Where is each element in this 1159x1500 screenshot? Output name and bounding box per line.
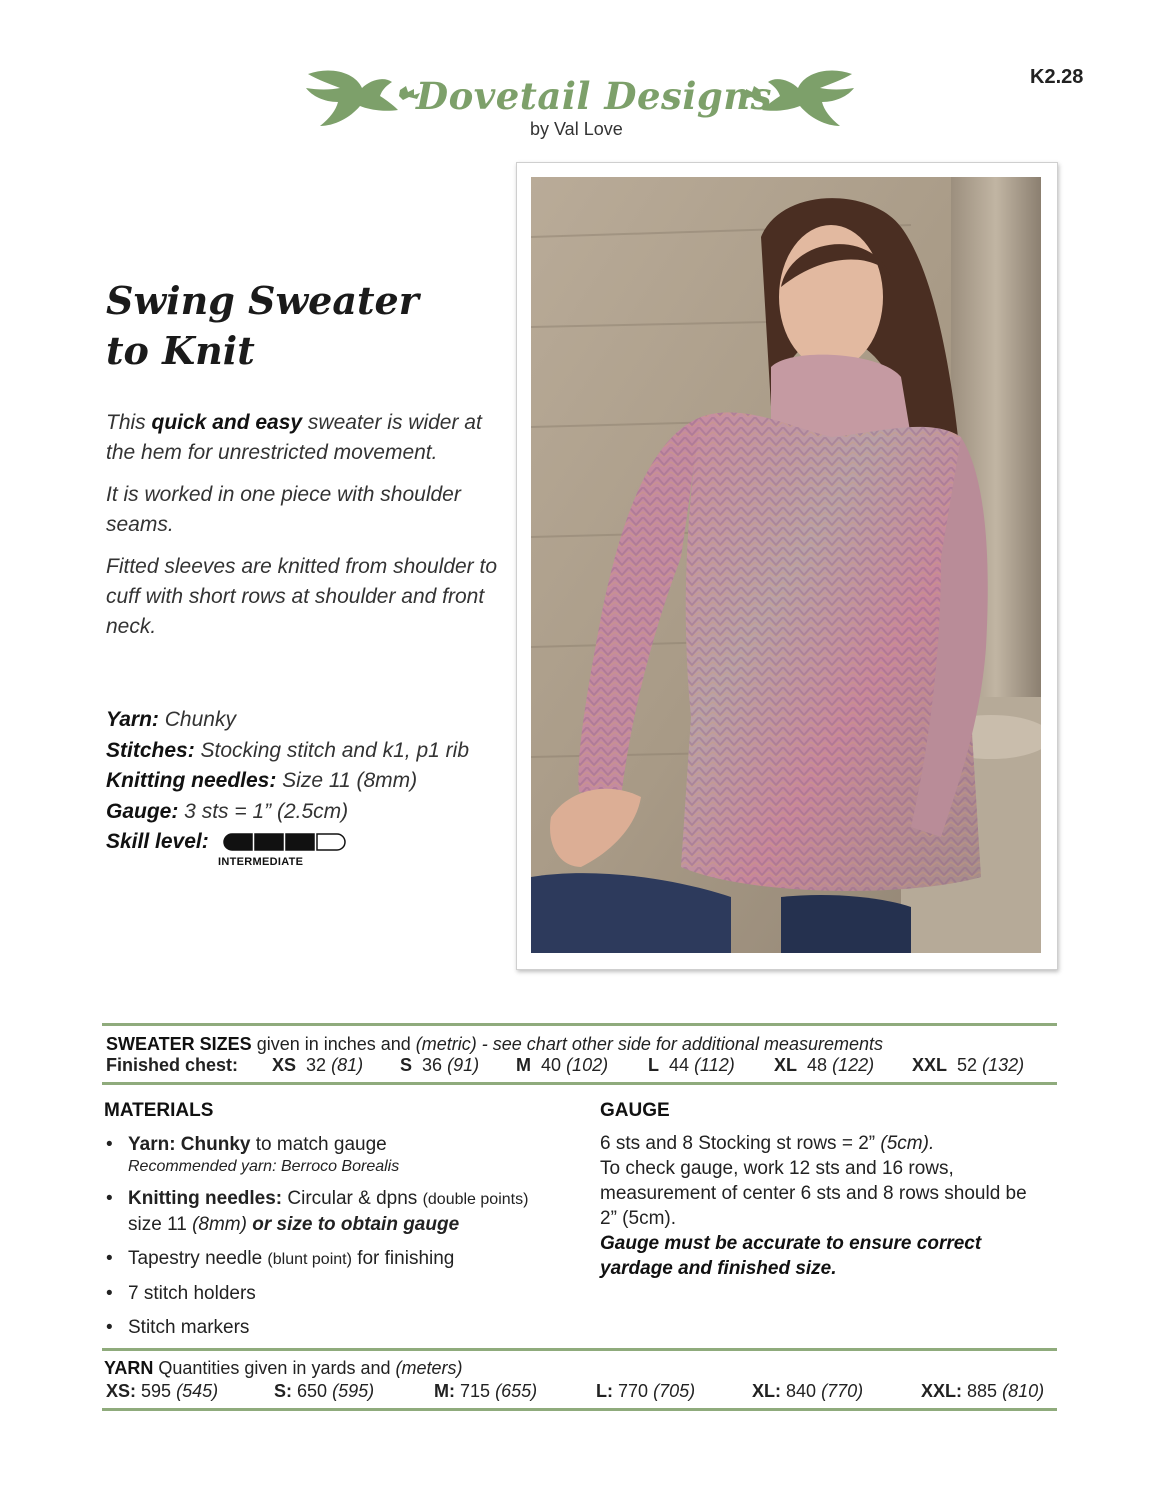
gauge-line-1: 6 sts and 8 Stocking st rows = 2” (5cm). bbox=[600, 1133, 935, 1154]
spec-list bbox=[106, 705, 526, 858]
materials-list bbox=[106, 1132, 576, 1349]
gauge-line-3: 2” (5cm). bbox=[600, 1208, 676, 1229]
intro-paragraph-1: This quick and easy sweater is wider at the hem for unrestricted movement. bbox=[106, 411, 482, 464]
spec-needles: Knitting needles: Size 11 (8mm) bbox=[106, 769, 418, 792]
yarn-heading: YARN Quantities given in yards and (meters) bbox=[104, 1358, 463, 1378]
size-xxl: XXL 52 (132) bbox=[912, 1055, 1025, 1075]
divider-top bbox=[102, 1023, 1057, 1026]
dove-left-icon bbox=[306, 70, 420, 126]
skill-level-caption: INTERMEDIATE bbox=[218, 856, 304, 868]
size-l: L 44 (112) bbox=[648, 1055, 735, 1075]
yarn-l: L: 770 (705) bbox=[596, 1381, 696, 1401]
spec-stitches: Stitches: Stocking stitch and k1, p1 rib bbox=[106, 738, 469, 762]
brand-name: Dovetail Designs bbox=[416, 74, 772, 118]
yarn-xxl: XXL: 885 (810) bbox=[921, 1381, 1045, 1401]
spec-skill: Skill level: bbox=[106, 827, 526, 858]
size-m: M 40 (102) bbox=[516, 1055, 609, 1075]
material-stitch-holders: • 7 stitch holders bbox=[106, 1281, 576, 1306]
gauge-line-2: To check gauge, work 12 sts and 16 rows, measurement of center 6 sts and 8 rows should be bbox=[600, 1158, 1027, 1204]
page-title bbox=[106, 276, 486, 376]
pattern-code: K2.28 bbox=[1030, 66, 1084, 88]
size-s: S 36 (91) bbox=[400, 1055, 480, 1075]
title-line-1: Swing Sweater bbox=[106, 278, 419, 323]
skill-segment-filled bbox=[224, 834, 252, 850]
spec-yarn: Yarn: Chunky bbox=[106, 708, 236, 731]
finished-chest-label: Finished chest: bbox=[106, 1055, 239, 1075]
intro-emphasis: quick and easy bbox=[151, 411, 303, 434]
material-stitch-markers: • Stitch markers bbox=[106, 1315, 576, 1340]
sweater-model-photo bbox=[531, 177, 1041, 953]
gauge-warning: Gauge must be accurate to ensure correct yardage and finished size. bbox=[600, 1233, 982, 1279]
material-needles: • Knitting needles: Circular & dpns (double points) size 11 (8mm) or size to obtain gauge bbox=[106, 1186, 576, 1237]
yarn-s: S: 650 (595) bbox=[274, 1381, 375, 1401]
divider-bottom bbox=[102, 1408, 1057, 1411]
yarn-xl: XL: 840 (770) bbox=[752, 1381, 864, 1401]
skill-segment-filled bbox=[255, 834, 283, 850]
material-tapestry-needle: • Tapestry needle (blunt point) for finishing bbox=[106, 1246, 576, 1272]
size-xl: XL 48 (122) bbox=[774, 1055, 875, 1075]
material-yarn: • Yarn: Chunky to match gauge Recommended yarn: Berroco Borealis bbox=[106, 1132, 576, 1177]
skill-segment-filled bbox=[286, 834, 314, 850]
divider-yarn bbox=[102, 1348, 1057, 1351]
intro-paragraph-3: Fitted sleeves are knitted from shoulder to cuff with short rows at shoulder and front neck. bbox=[106, 555, 498, 638]
yarn-xs: XS: 595 (545) bbox=[106, 1381, 219, 1401]
spec-gauge: Gauge: 3 sts = 1” (2.5cm) bbox=[106, 799, 349, 823]
skill-segment-empty bbox=[317, 834, 345, 850]
yarn-m: M: 715 (655) bbox=[434, 1381, 538, 1401]
size-xs: XS 32 (81) bbox=[272, 1055, 364, 1075]
intro-text bbox=[106, 408, 506, 654]
title-line-2: to Knit bbox=[106, 328, 255, 373]
divider-sizes bbox=[102, 1082, 1057, 1085]
intro-paragraph-2: It is worked in one piece with shoulder seams. bbox=[106, 483, 461, 536]
skill-level-meter bbox=[223, 833, 349, 851]
materials-heading: MATERIALS bbox=[104, 1100, 214, 1121]
gauge-text bbox=[600, 1131, 1050, 1281]
brand-byline: by Val Love bbox=[530, 119, 623, 139]
sizes-heading: SWEATER SIZES given in inches and (metric) - see chart other side for additional measurements bbox=[106, 1034, 883, 1054]
gauge-heading: GAUGE bbox=[600, 1100, 670, 1121]
